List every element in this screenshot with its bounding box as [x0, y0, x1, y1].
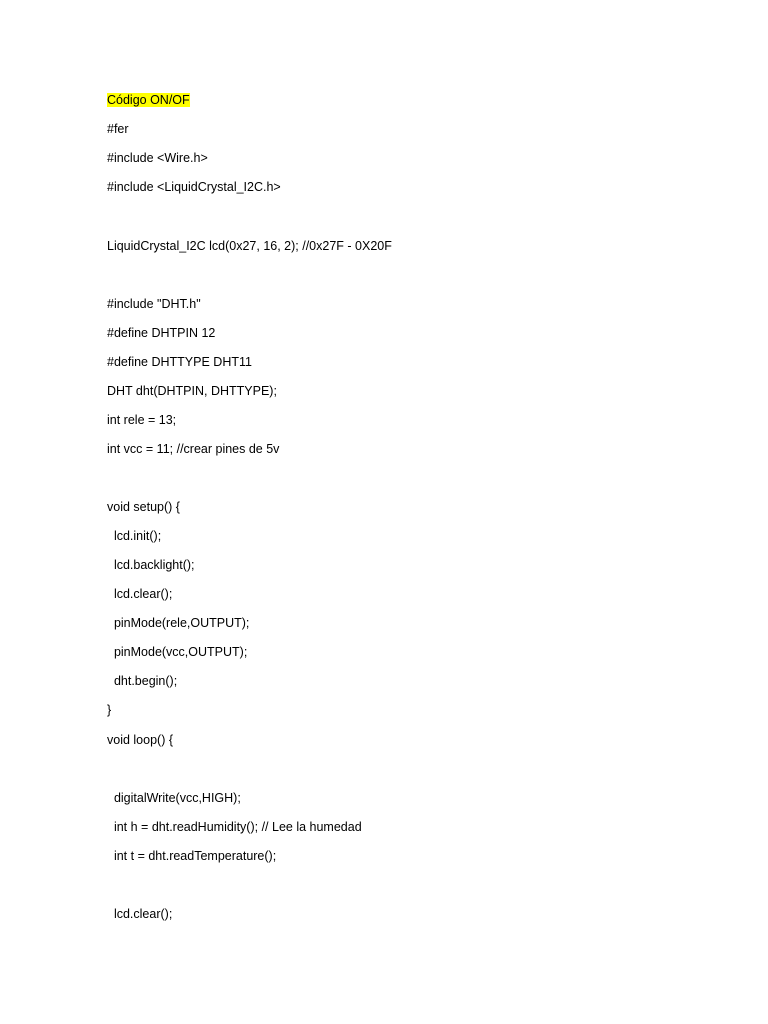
code-line: void setup() {	[107, 500, 180, 514]
code-line: LiquidCrystal_I2C lcd(0x27, 16, 2); //0x27F - 0X20F	[107, 239, 392, 253]
code-line: }	[107, 703, 112, 717]
code-line: DHT dht(DHTPIN, DHTTYPE);	[107, 384, 277, 398]
code-line: pinMode(rele,OUTPUT);	[107, 616, 250, 630]
code-line: #define DHTPIN 12	[107, 326, 216, 340]
code-line: dht.begin();	[107, 674, 178, 688]
code-line: int t = dht.readTemperature();	[107, 849, 277, 863]
code-line: #include "DHT.h"	[107, 297, 201, 311]
code-line: #include <Wire.h>	[107, 151, 208, 165]
code-line: int rele = 13;	[107, 413, 177, 427]
code-line: lcd.clear();	[107, 587, 173, 601]
code-line: lcd.clear();	[107, 907, 173, 921]
code-line: #fer	[107, 122, 129, 136]
code-line: digitalWrite(vcc,HIGH);	[107, 791, 241, 805]
code-heading	[107, 92, 190, 108]
code-line: #include <LiquidCrystal_I2C.h>	[107, 180, 281, 194]
code-line: int vcc = 11; //crear pines de 5v	[107, 442, 280, 456]
code-line: lcd.backlight();	[107, 558, 195, 572]
code-line: pinMode(vcc,OUTPUT);	[107, 645, 248, 659]
code-line: void loop() {	[107, 733, 174, 747]
code-line: int h = dht.readHumidity(); // Lee la humedad	[107, 820, 362, 834]
code-line: #define DHTTYPE DHT11	[107, 355, 252, 369]
code-line: lcd.init();	[107, 529, 162, 543]
heading-highlight: Código ON/OF	[107, 93, 190, 107]
